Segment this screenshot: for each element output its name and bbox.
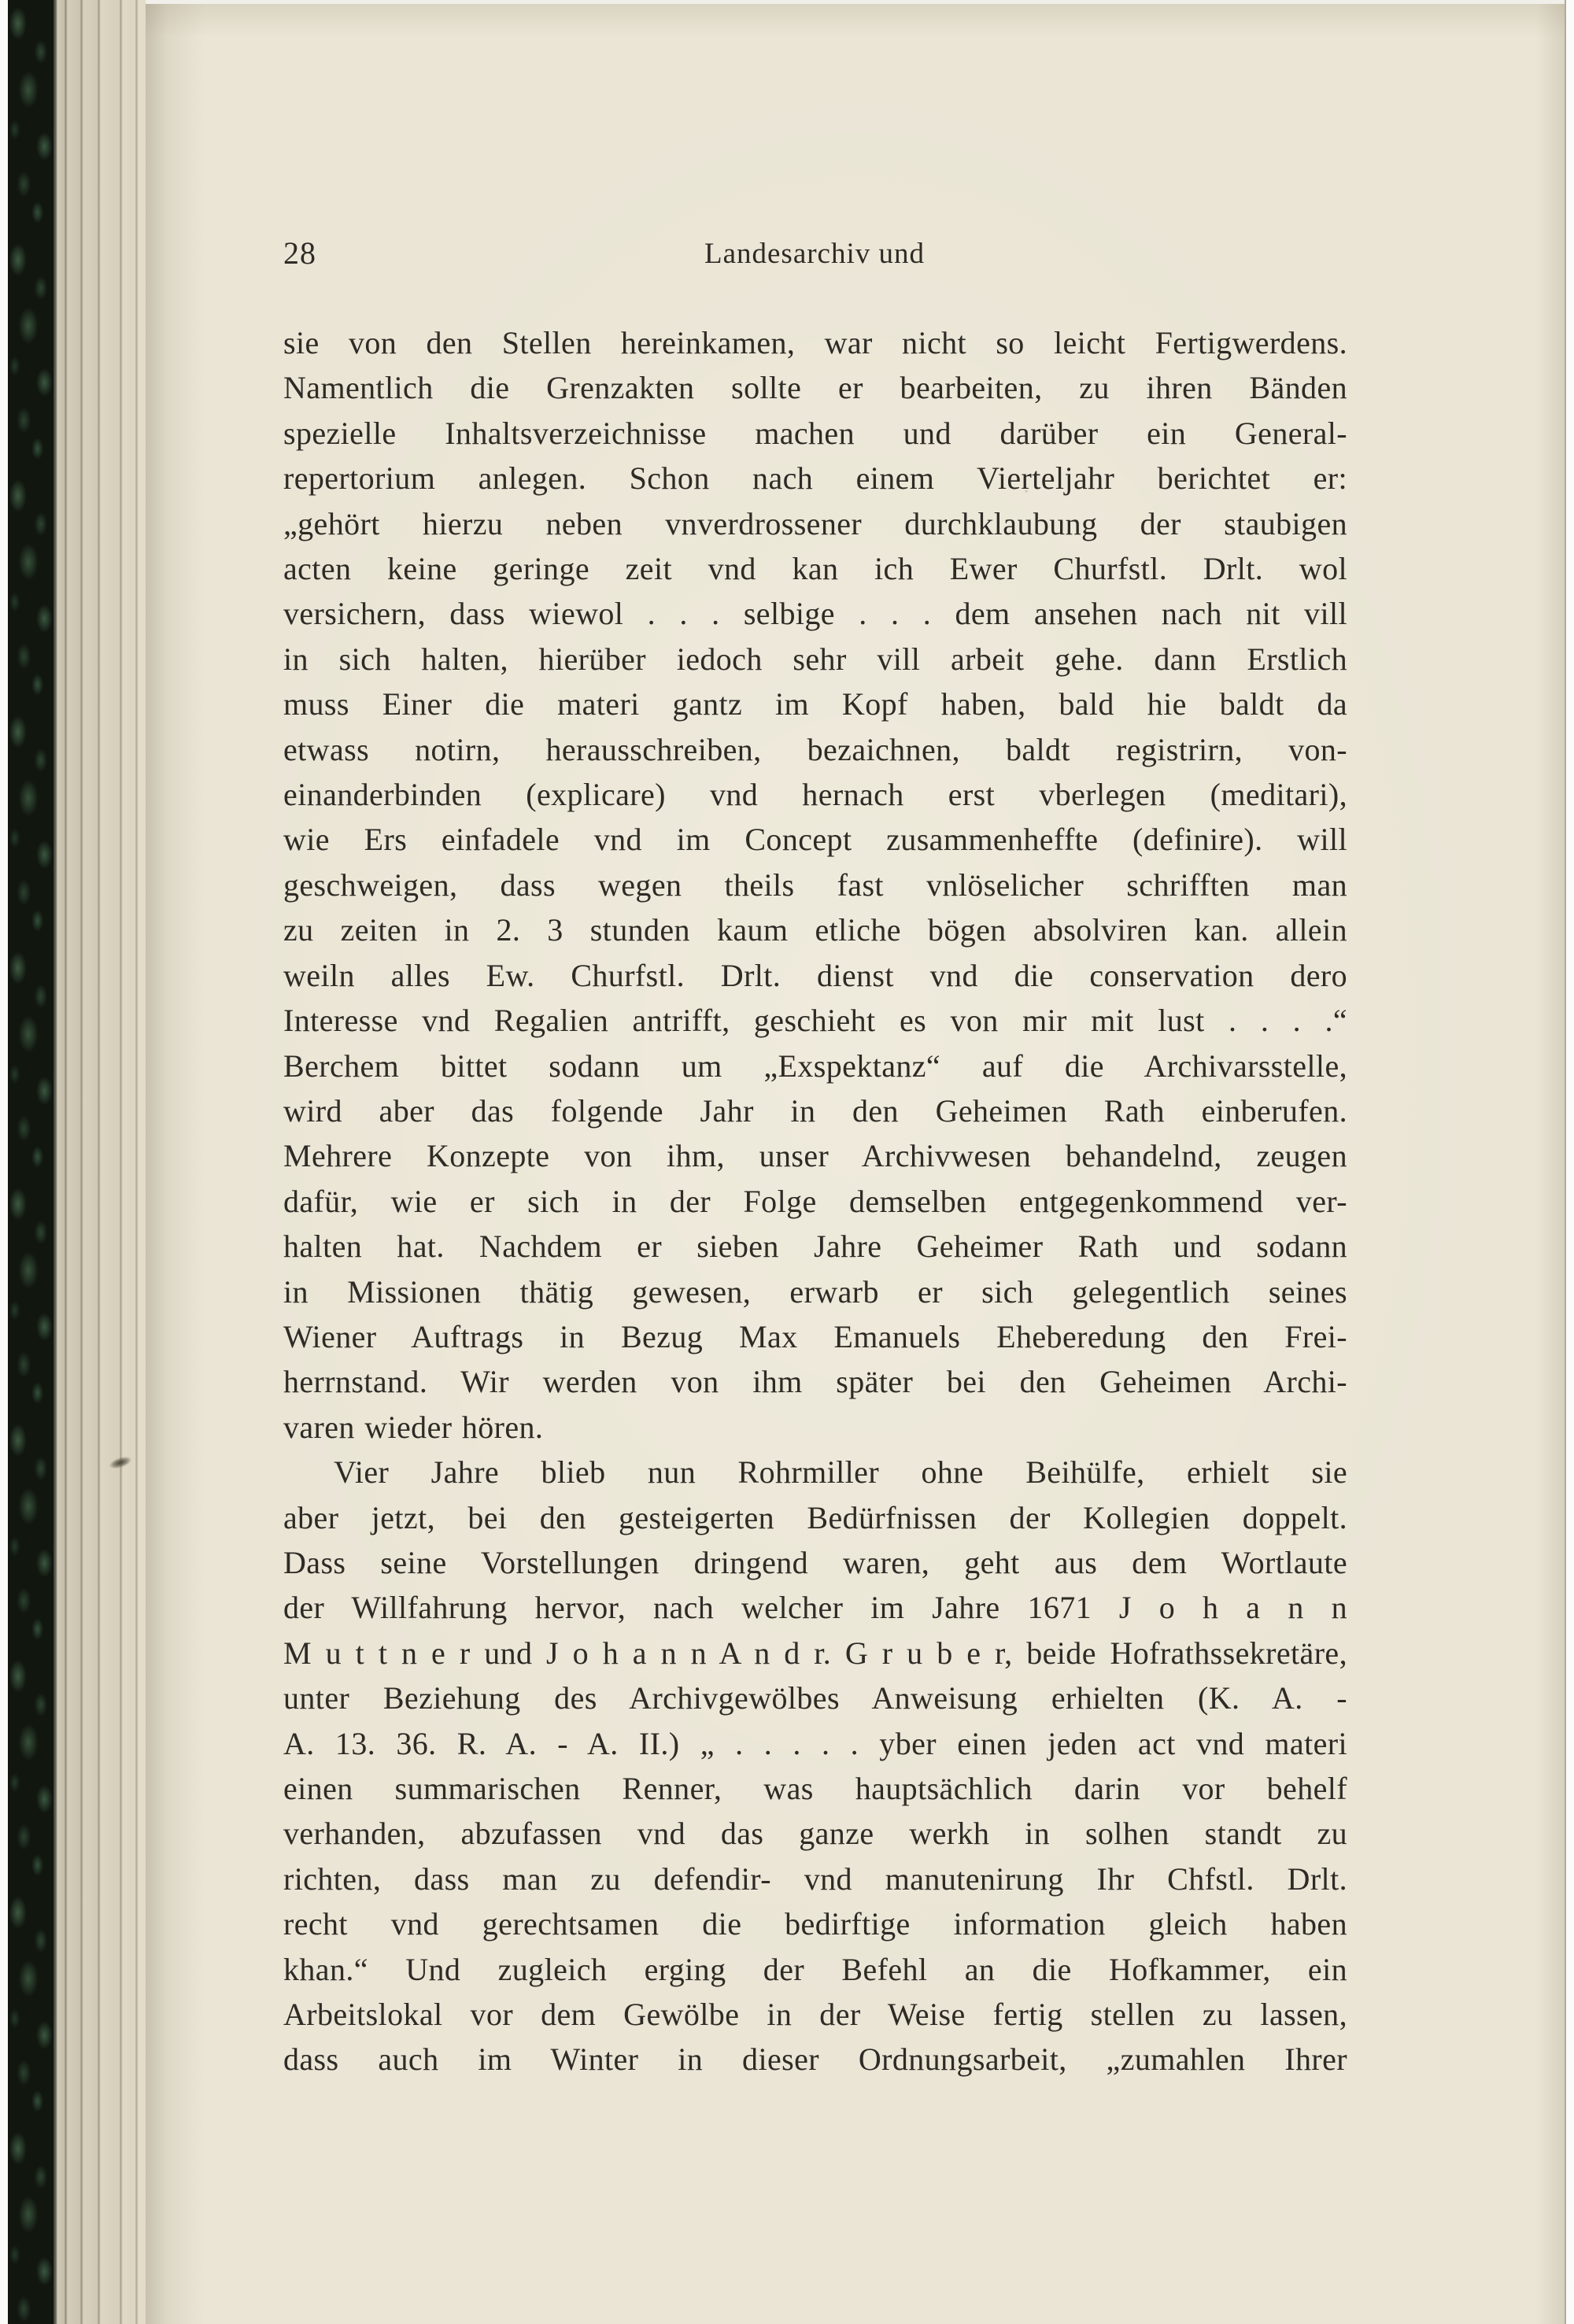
- text-line: aber jetzt, bei den gesteigerten Bedürfnissen der Kollegien doppelt.: [283, 1499, 1347, 1535]
- text-line: wie Ers einfadele vnd im Concept zusammenheffte (definire). will: [283, 822, 1347, 858]
- text-line: einen summarischen Renner, was hauptsächlich darin vor behelf: [283, 1771, 1347, 1806]
- text-line: M u t t n e r und J o h a n n A n d r. G r u b e r, beide Hofrathssekretäre,: [283, 1635, 1347, 1671]
- text-line: richten, dass man zu defendir- vnd manutenirung Ihr Chfstl. Drlt.: [283, 1860, 1347, 1897]
- text-line: weiln alles Ew. Churfstl. Drlt. dienst vnd die conservation dero: [283, 957, 1347, 993]
- text-block: [283, 320, 1347, 2082]
- page-number: 28: [283, 235, 316, 271]
- running-header: Landesarchiv und: [704, 238, 926, 270]
- book-page: [146, 4, 1566, 2324]
- scan-left-margin: [0, 0, 8, 2324]
- text-line: acten keine geringe zeit vnd kan ich Ewer Churfstl. Drlt. wol: [283, 551, 1347, 587]
- text-line: muss Einer die materi gantz im Kopf haben, bald hie baldt da: [283, 686, 1347, 722]
- book-binding-marbled: [8, 0, 54, 2324]
- text-line: in sich halten, hierüber iedoch sehr vill arbeit gehe. dann Erstlich: [283, 641, 1347, 677]
- text-line: dass auch im Winter in dieser Ordnungsarbeit, „zumahlen Ihrer: [283, 2041, 1347, 2078]
- text-line: halten hat. Nachdem er sieben Jahre Geheimer Rath und sodann: [283, 1229, 1347, 1265]
- text-line: A. 13. 36. R. A. - A. II.) „ . . . . . yber einen jeden act vnd materi: [283, 1725, 1347, 1761]
- scan-right-margin: [1565, 0, 1574, 2324]
- text-line: „gehört hierzu neben vnverdrossener durchklaubung der staubigen: [283, 505, 1347, 541]
- text-line: in Missionen thätig gewesen, erwarb er sich gelegentlich seines: [283, 1273, 1347, 1310]
- text-line: unter Beziehung des Archivgewölbes Anweisung erhielten (K. A. -: [283, 1680, 1347, 1716]
- text-line: Interesse vnd Regalien antrifft, geschieht es von mir mit lust . . . .“: [283, 1003, 1347, 1039]
- text-line: der Willfahrung hervor, nach welcher im Jahre 1671 J o h a n n: [283, 1590, 1347, 1626]
- stacked-page-edges: [54, 0, 146, 2324]
- text-line: Dass seine Vorstellungen dringend waren, geht aus dem Wortlaute: [283, 1544, 1347, 1580]
- text-line: Mehrere Konzepte von ihm, unser Archivwesen behandelnd, zeugen: [283, 1138, 1347, 1174]
- text-line: Namentlich die Grenzakten sollte er bearbeiten, zu ihren Bänden: [283, 370, 1347, 406]
- text-line: zu zeiten in 2. 3 stunden kaum etliche bögen absolviren kan. allein: [283, 912, 1347, 948]
- text-line: versichern, dass wiewol . . . selbige . . . dem ansehen nach nit vill: [283, 596, 1347, 632]
- text-line: einanderbinden (explicare) vnd hernach erst vberlegen (meditari),: [283, 777, 1347, 813]
- text-line: wird aber das folgende Jahr in den Geheimen Rath einberufen.: [283, 1092, 1347, 1129]
- text-line: varen wieder hören.: [283, 1409, 544, 1445]
- text-line: repertorium anlegen. Schon nach einem Vierteljahr berichtet er:: [283, 460, 1347, 497]
- text-line: khan.“ Und zugleich erging der Befehl an die Hofkammer, ein: [283, 1951, 1347, 1987]
- text-line: Arbeitslokal vor dem Gewölbe in der Weise fertig stellen zu lassen,: [283, 1997, 1347, 2033]
- text-line: verhanden, abzufassen vnd das ganze werkh in solhen standt zu: [283, 1816, 1347, 1852]
- text-line: spezielle Inhaltsverzeichnisse machen und darüber ein General-: [283, 415, 1347, 451]
- text-line: dafür, wie er sich in der Folge demselben entgegenkommend ver-: [283, 1183, 1347, 1219]
- text-line: Wiener Auftrags in Bezug Max Emanuels Eheberedung den Frei-: [283, 1318, 1347, 1354]
- text-line: geschweigen, dass wegen theils fast vnlöselicher schrifften man: [283, 866, 1347, 903]
- text-line: Vier Jahre blieb nun Rohrmiller ohne Beihülfe, erhielt sie: [334, 1454, 1347, 1491]
- text-line: herrnstand. Wir werden von ihm später bei den Geheimen Archi-: [283, 1364, 1347, 1400]
- text-line: etwass notirn, herausschreiben, bezaichnen, baldt registrirn, von-: [283, 731, 1347, 767]
- text-line: sie von den Stellen hereinkamen, war nicht so leicht Fertigwerdens.: [283, 325, 1347, 360]
- text-line: recht vnd gerechtsamen die bedirftige information gleich haben: [283, 1906, 1347, 1942]
- text-line: Berchem bittet sodann um „Exspektanz“ auf die Archivarsstelle,: [283, 1047, 1347, 1084]
